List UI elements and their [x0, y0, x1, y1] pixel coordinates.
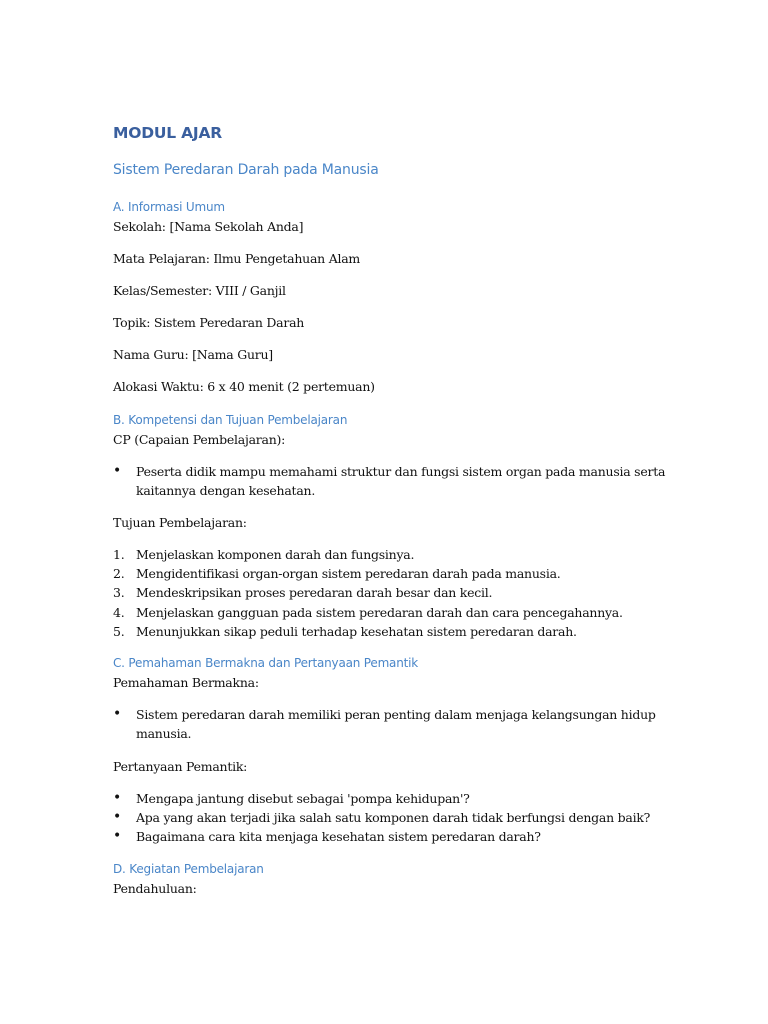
pendahuluan-label: Pendahuluan: — [113, 881, 197, 896]
list-item-text: Menjelaskan komponen darah dan fungsinya. — [136, 547, 415, 562]
list-item — [113, 827, 673, 846]
pertanyaan-bullet-text: Mengapa jantung disebut sebagai 'pompa kehidupan'? — [136, 791, 470, 806]
section-c-heading: C. Pemahaman Bermakna dan Pertanyaan Pemantik — [113, 656, 419, 670]
list-item — [113, 808, 673, 827]
cp-label: CP (Capaian Pembelajaran): — [113, 432, 286, 447]
info-kelas-semester: Kelas/Semester: VIII / Ganjil — [113, 283, 286, 298]
list-item — [113, 622, 577, 641]
list-item — [113, 545, 414, 564]
document-subtitle: Sistem Peredaran Darah pada Manusia — [113, 162, 379, 178]
list-item-text: Mengidentifikasi organ-organ sistem peredaran darah pada manusia. — [136, 566, 561, 581]
pertanyaan-bullet-text: Apa yang akan terjadi jika salah satu komponen darah tidak berfungsi dengan baik? — [136, 810, 651, 825]
tujuan-label: Tujuan Pembelajaran: — [113, 515, 247, 530]
info-nama-guru: Nama Guru: [Nama Guru] — [113, 347, 273, 362]
list-item — [113, 564, 561, 583]
list-item-text: Menjelaskan gangguan pada sistem peredaran darah dan cara pencegahannya. — [136, 605, 623, 620]
pemahaman-label: Pemahaman Bermakna: — [113, 675, 259, 690]
info-alokasi-waktu: Alokasi Waktu: 6 x 40 menit (2 pertemuan) — [113, 379, 375, 394]
list-item — [113, 583, 492, 602]
list-item — [113, 789, 673, 808]
list-item-text: Mendeskripsikan proses peredaran darah besar dan kecil. — [136, 585, 493, 600]
bullet-icon: • — [113, 790, 122, 806]
info-topik: Topik: Sistem Peredaran Darah — [113, 315, 305, 330]
bullet-icon: • — [113, 809, 122, 825]
list-number: 2. — [113, 566, 125, 581]
info-mata-pelajaran: Mata Pelajaran: Ilmu Pengetahuan Alam — [113, 251, 361, 266]
list-number: 1. — [113, 547, 125, 562]
list-item-text: Menunjukkan sikap peduli terhadap kesehatan sistem peredaran darah. — [136, 624, 577, 639]
list-item — [113, 462, 673, 500]
section-a-heading: A. Informasi Umum — [113, 200, 225, 214]
bullet-icon: • — [113, 828, 122, 844]
bullet-icon: • — [113, 706, 122, 722]
pemahaman-bullet-text: Sistem peredaran darah memiliki peran penting dalam menjaga kelangsungan hidup manusia. — [136, 707, 656, 741]
pertanyaan-label: Pertanyaan Pemantik: — [113, 759, 248, 774]
section-d-heading: D. Kegiatan Pembelajaran — [113, 862, 264, 876]
list-item — [113, 705, 673, 743]
bullet-icon: • — [113, 463, 122, 479]
list-number: 3. — [113, 585, 125, 600]
list-number: 5. — [113, 624, 125, 639]
list-item — [113, 603, 623, 622]
cp-bullet-text: Peserta didik mampu memahami struktur dan fungsi sistem organ pada manusia serta kaitannya dengan kesehatan. — [136, 464, 666, 498]
info-sekolah: Sekolah: [Nama Sekolah Anda] — [113, 219, 304, 234]
section-b-heading: B. Kompetensi dan Tujuan Pembelajaran — [113, 413, 348, 427]
list-number: 4. — [113, 605, 125, 620]
pertanyaan-bullet-text: Bagaimana cara kita menjaga kesehatan sistem peredaran darah? — [136, 829, 541, 844]
document-title: MODUL AJAR — [113, 124, 223, 142]
